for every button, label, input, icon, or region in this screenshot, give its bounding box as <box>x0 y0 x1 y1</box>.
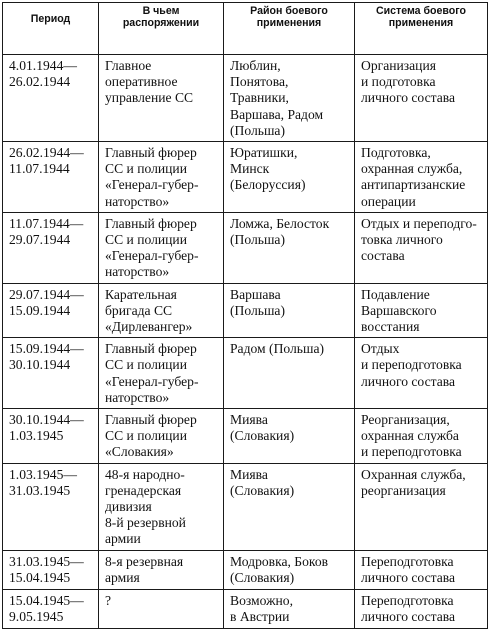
table-row <box>3 550 488 589</box>
region-cell: Люблин, Понятова, Травники, Варшава, Радом (Польша) <box>224 55 355 142</box>
command-cell: Главный фюрер СС и полиции «Генерал-губер- наторство» <box>99 338 224 409</box>
system-cell: Переподготовка личного состава <box>355 589 488 628</box>
table-row <box>3 55 488 142</box>
table-row <box>3 142 488 213</box>
system-cell: Отдых и переподго- товка личного состава <box>355 212 488 283</box>
system-cell: Охранная служба, реорганизация <box>355 463 488 550</box>
region-cell: Возможно, в Австрии <box>224 589 355 628</box>
table-row <box>3 463 488 550</box>
table-row <box>3 409 488 464</box>
table-row <box>3 589 488 628</box>
system-cell: Подавление Варшавского восстания <box>355 283 488 338</box>
header-command: В чьем распоряжении <box>99 3 224 55</box>
region-cell: Миява (Словакия) <box>224 409 355 464</box>
region-cell: Варшава (Польша) <box>224 283 355 338</box>
table-row <box>3 212 488 283</box>
period-cell: 15.09.1944— 30.10.1944 <box>3 338 99 409</box>
period-cell: 11.07.1944— 29.07.1944 <box>3 212 99 283</box>
region-cell: Модровка, Боков (Словакия) <box>224 550 355 589</box>
command-cell: Главный фюрер СС и полиции «Генерал-губер- наторство» <box>99 212 224 283</box>
region-cell: Юратишки, Минск (Белоруссия) <box>224 142 355 213</box>
command-cell: 8-я резервная армия <box>99 550 224 589</box>
command-cell: ? <box>99 589 224 628</box>
system-cell: Организация и подготовка личного состава <box>355 55 488 142</box>
period-cell: 1.03.1945— 31.03.1945 <box>3 463 99 550</box>
units-timeline-table <box>2 2 488 629</box>
period-cell: 30.10.1944— 1.03.1945 <box>3 409 99 464</box>
system-cell: Подготовка, охранная служба, антипартизанские операции <box>355 142 488 213</box>
command-cell: 48-я народно- гренадерская дивизия 8-й резервной армии <box>99 463 224 550</box>
command-cell: Карательная бригада СС «Дирлевангер» <box>99 283 224 338</box>
period-cell: 29.07.1944— 15.09.1944 <box>3 283 99 338</box>
system-cell: Реорганизация, охранная служба и переподготовка <box>355 409 488 464</box>
period-cell: 31.03.1945— 15.04.1945 <box>3 550 99 589</box>
header-period: Период <box>3 3 99 55</box>
system-cell: Переподготовка личного состава <box>355 550 488 589</box>
system-cell: Отдых и переподготовка личного состава <box>355 338 488 409</box>
command-cell: Главное оперативное управление СС <box>99 55 224 142</box>
command-cell: Главный фюрер СС и полиции «Словакия» <box>99 409 224 464</box>
region-cell: Радом (Польша) <box>224 338 355 409</box>
period-cell: 26.02.1944— 11.07.1944 <box>3 142 99 213</box>
period-cell: 15.04.1945— 9.05.1945 <box>3 589 99 628</box>
table-row <box>3 338 488 409</box>
region-cell: Миява (Словакия) <box>224 463 355 550</box>
header-row <box>3 3 488 55</box>
header-system: Система боевого применения <box>355 3 488 55</box>
period-cell: 4.01.1944— 26.02.1944 <box>3 55 99 142</box>
header-region: Район боевого применения <box>224 3 355 55</box>
table-row <box>3 283 488 338</box>
command-cell: Главный фюрер СС и полиции «Генерал-губер- наторство» <box>99 142 224 213</box>
region-cell: Ломжа, Белосток (Польша) <box>224 212 355 283</box>
